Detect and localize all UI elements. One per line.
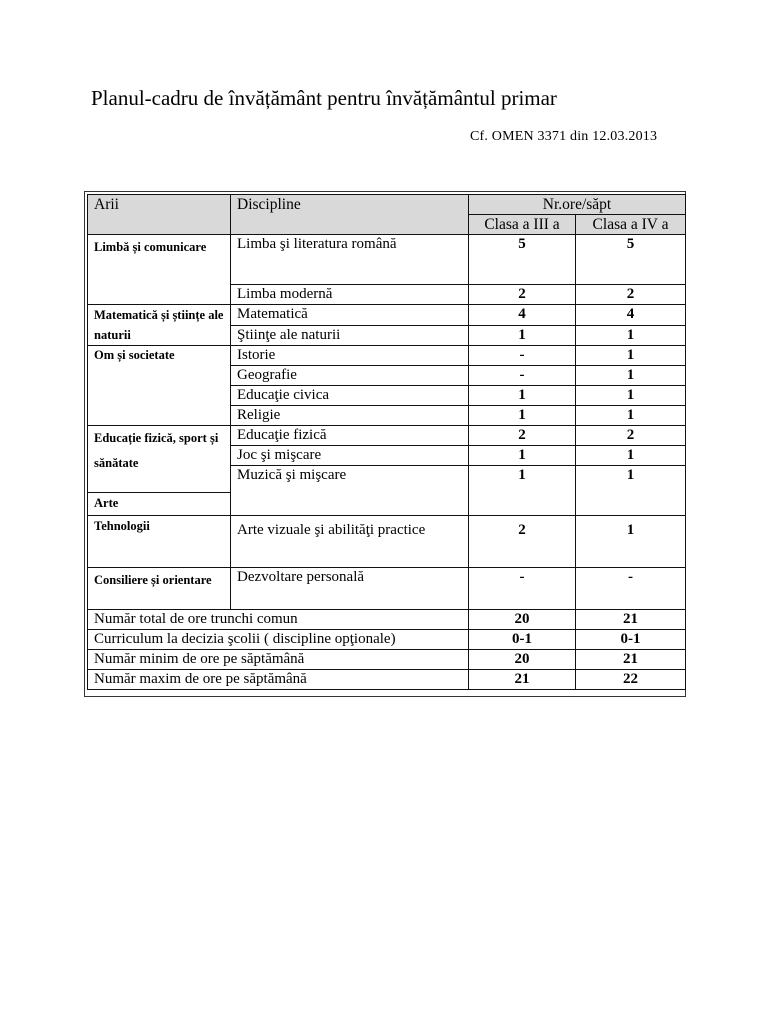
- area-limba: Limbă și comunicare: [88, 235, 231, 305]
- max-hours-class-4: 22: [576, 670, 686, 690]
- hours-class-4: 2: [576, 285, 686, 305]
- discipline-cell: Educaţie civica: [231, 386, 469, 406]
- header-arii: Arii: [88, 195, 231, 235]
- min-hours-class-3: 20: [469, 650, 576, 670]
- discipline-cell: Matematică: [231, 305, 469, 326]
- discipline-cell: Limba modernă: [231, 285, 469, 305]
- min-hours-class-4: 21: [576, 650, 686, 670]
- header-class-4: Clasa a IV a: [576, 215, 686, 235]
- hours-class-4: 4: [576, 305, 686, 326]
- hours-class-4: 1: [576, 325, 686, 346]
- discipline-cell: Arte vizuale şi abilităţi practice: [231, 516, 469, 568]
- discipline-cell: Joc şi mişcare: [231, 446, 469, 466]
- hours-class-3: 5: [469, 235, 576, 285]
- area-educatie-arte: [88, 426, 231, 516]
- hours-class-4: 1: [576, 366, 686, 386]
- header-class-3: Clasa a III a: [469, 215, 576, 235]
- hours-class-3: 4: [469, 305, 576, 326]
- hours-class-3: -: [469, 346, 576, 366]
- hours-class-3: 2: [469, 426, 576, 446]
- hours-class-3: 1: [469, 325, 576, 346]
- area-om: Om și societate: [88, 346, 231, 426]
- discipline-cell: Limba şi literatura română: [231, 235, 469, 285]
- area-tehnologii: Tehnologii: [88, 516, 231, 568]
- discipline-cell: Muzică şi mişcare: [231, 466, 469, 516]
- hours-class-3: 1: [469, 466, 576, 516]
- area-arte: Arte: [88, 492, 230, 514]
- hours-class-4: 1: [576, 346, 686, 366]
- max-hours-class-3: 21: [469, 670, 576, 690]
- optional-label: Curriculum la decizia şcolii ( discipline opţionale): [88, 630, 469, 650]
- hours-class-4: 2: [576, 426, 686, 446]
- max-hours-label: Număr maxim de ore pe săptămână: [88, 670, 469, 690]
- discipline-cell: Religie: [231, 406, 469, 426]
- discipline-cell: Ştiinţe ale naturii: [231, 325, 469, 346]
- hours-class-3: 1: [469, 406, 576, 426]
- total-label: Număr total de ore trunchi comun: [88, 610, 469, 630]
- hours-class-4: 1: [576, 386, 686, 406]
- total-class-3: 20: [469, 610, 576, 630]
- hours-class-3: -: [469, 366, 576, 386]
- area-matematica: Matematică și științe ale naturii: [88, 305, 231, 346]
- hours-class-3: 2: [469, 516, 576, 568]
- page-title: Planul-cadru de învățământ pentru învățământul primar: [91, 86, 557, 110]
- discipline-cell: Dezvoltare personală: [231, 568, 469, 610]
- hours-class-4: -: [576, 568, 686, 610]
- hours-class-3: -: [469, 568, 576, 610]
- hours-class-4: 1: [576, 466, 686, 516]
- total-class-4: 21: [576, 610, 686, 630]
- hours-class-3: 1: [469, 446, 576, 466]
- curriculum-table-frame: [84, 191, 686, 697]
- discipline-cell: Educaţie fizică: [231, 426, 469, 446]
- hours-class-4: 1: [576, 516, 686, 568]
- curriculum-table: [87, 194, 686, 690]
- discipline-cell: Geografie: [231, 366, 469, 386]
- optional-class-4: 0-1: [576, 630, 686, 650]
- optional-class-3: 0-1: [469, 630, 576, 650]
- area-consiliere: Consiliere și orientare: [88, 568, 231, 610]
- hours-class-4: 1: [576, 406, 686, 426]
- header-hours: Nr.ore/săpt: [469, 195, 686, 215]
- hours-class-4: 5: [576, 235, 686, 285]
- header-discipline: Discipline: [231, 195, 469, 235]
- hours-class-3: 2: [469, 285, 576, 305]
- hours-class-4: 1: [576, 446, 686, 466]
- discipline-cell: Istorie: [231, 346, 469, 366]
- hours-class-3: 1: [469, 386, 576, 406]
- min-hours-label: Număr minim de ore pe săptămână: [88, 650, 469, 670]
- area-educatie: Educație fizică, sport și sănătate: [94, 431, 219, 470]
- order-reference: Cf. OMEN 3371 din 12.03.2013: [470, 129, 658, 144]
